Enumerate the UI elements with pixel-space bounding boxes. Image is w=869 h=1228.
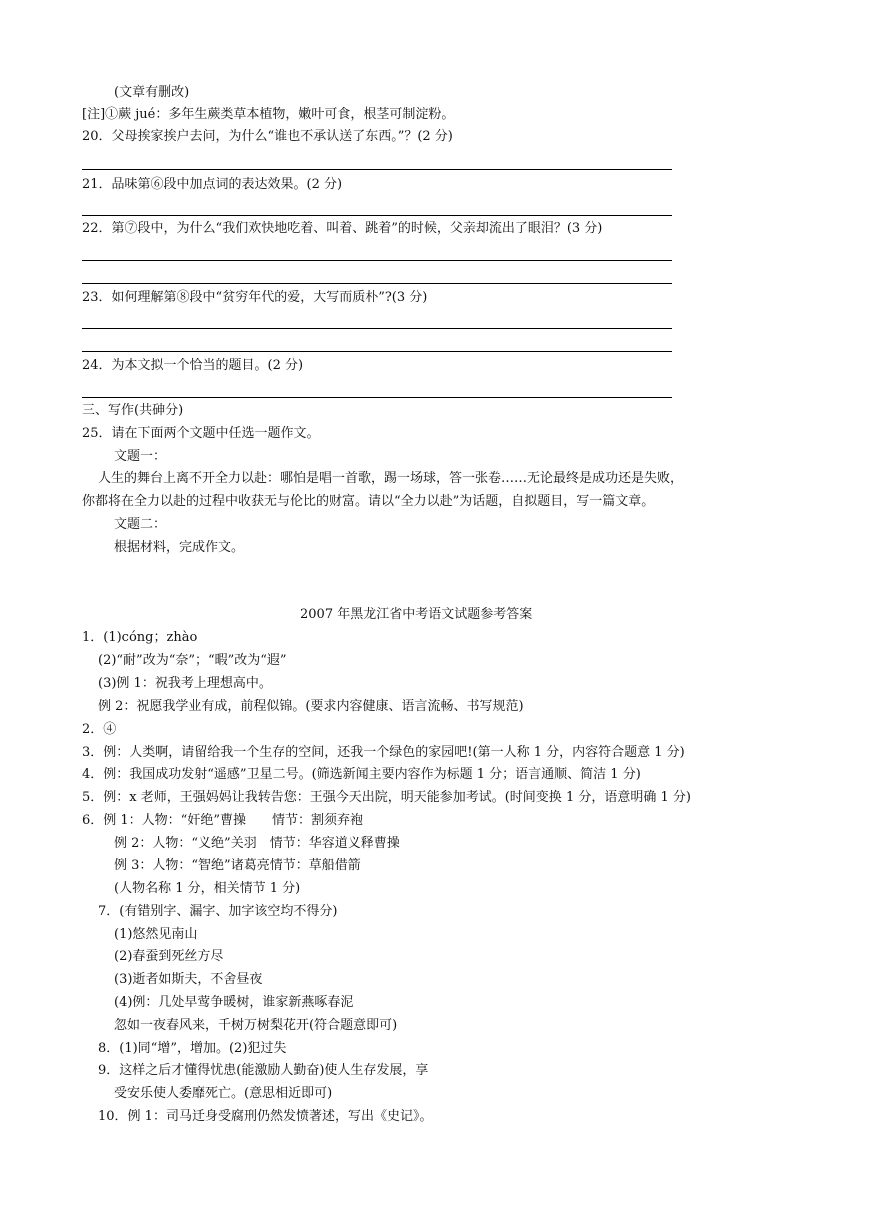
topic-2-text: 根据材料，完成作文。 (114, 540, 245, 555)
answer-3: 3．例：人类啊，请留给我一个生存的空间，还我一个绿色的家园吧!(第一人称 1 分，内容符合题意 1 分) (82, 745, 685, 760)
answer-key-title: 2007 年黑龙江省中考语文试题参考答案 (300, 607, 533, 622)
topic-1-text: 你都将在全力以赴的过程中收获无与伦比的财富。请以“全力以赴”为话题，自拟题目，写一篇文章。 (82, 494, 655, 509)
answer-7: 7．(有错别字、漏字、加字该空均不得分) (98, 904, 338, 919)
answer-7: (3)逝者如斯夫，不舍昼夜 (114, 972, 263, 987)
note-edited: (文章有删改) (114, 85, 190, 100)
answer-6: 例 3：人物：“智绝”诸葛亮情节：草船借箭 (114, 858, 361, 873)
answer-1: 例 2：祝愿我学业有成，前程似锦。(要求内容健康、语言流畅、书写规范) (98, 699, 524, 714)
question-25: 25．请在下面两个文题中任选一题作文。 (82, 426, 320, 441)
question-22: 22．第⑦段中，为什么“我们欢快地吃着、叫着、跳着”的时候，父亲却流出了眼泪？(3 分) (82, 221, 603, 236)
answer-line (82, 215, 672, 216)
section-writing: 三、写作(共砷分) (82, 403, 184, 418)
answer-5: 5．例：x 老师，王强妈妈让我转告您：王强今天出院，明天能参加考试。(时间变换 1 分，语意明确 1 分) (82, 790, 691, 805)
answer-line (82, 260, 672, 261)
answer-1: 1．(1)cóng；zhào (82, 630, 198, 645)
question-20: 20．父母挨家挨户去问，为什么“谁也不承认送了东西。”？(2 分) (82, 129, 453, 144)
answer-10: 10．例 1：司马迁身受腐刑仍然发愤著述，写出《史记》。 (98, 1109, 433, 1124)
answer-1: (3)例 1：祝我考上理想高中。 (98, 676, 272, 691)
question-23: 23．如何理解第⑧段中“贫穷年代的爱，大写而质朴”?(3 分) (82, 290, 428, 305)
answer-7: (4)例：几处早莺争暖树，谁家新燕啄春泥 (114, 995, 354, 1010)
question-21: 21．品味第⑥段中加点词的表达效果。(2 分) (82, 177, 343, 192)
answer-6: (人物名称 1 分，相关情节 1 分) (114, 881, 301, 896)
topic-2-label: 文题二： (114, 517, 167, 532)
answer-line (82, 397, 672, 398)
answer-7: 忽如一夜春风来，千树万树梨花开(符合题意即可) (114, 1018, 398, 1033)
answer-7: (2)春蚕到死丝方尽 (114, 949, 224, 964)
topic-1-label: 文题一： (114, 449, 167, 464)
answer-line (82, 351, 672, 352)
answer-6: 例 2：人物：“义绝”关羽 情节：华容道义释曹操 (114, 836, 400, 851)
answer-2: 2．④ (82, 722, 117, 737)
topic-1-text: 人生的舞台上离不开全力以赴：哪怕是唱一首歌，踢一场球，答一张卷……无论最终是成功还是失败， (98, 471, 684, 486)
answer-9: 9．这样之后才懂得忧患(能激励人勤奋)使人生存发展，享 (98, 1063, 429, 1078)
note-fern: [注]①蕨 jué：多年生蕨类草本植物，嫩叶可食，根茎可制淀粉。 (82, 107, 455, 122)
answer-line (82, 328, 672, 329)
answer-line (82, 169, 672, 170)
answer-1: (2)“耐”改为“奈”；“暇”改为“遐” (98, 653, 287, 668)
answer-9: 受安乐使人委靡死亡。(意思相近即可) (114, 1086, 333, 1101)
question-24: 24．为本文拟一个恰当的题目。(2 分) (82, 358, 304, 373)
answer-6: 6．例 1：人物：“奸绝”曹操 情节：割须弃袍 (82, 813, 363, 828)
answer-4: 4．例：我国成功发射“遥感”卫星二号。(筛选新闻主要内容作为标题 1 分；语言通顺、简洁 1 分) (82, 767, 641, 782)
answer-line (82, 283, 672, 284)
answer-7: (1)悠然见南山 (114, 927, 198, 942)
answer-8: 8．(1)同“增”，增加。(2)犯过失 (98, 1041, 287, 1056)
